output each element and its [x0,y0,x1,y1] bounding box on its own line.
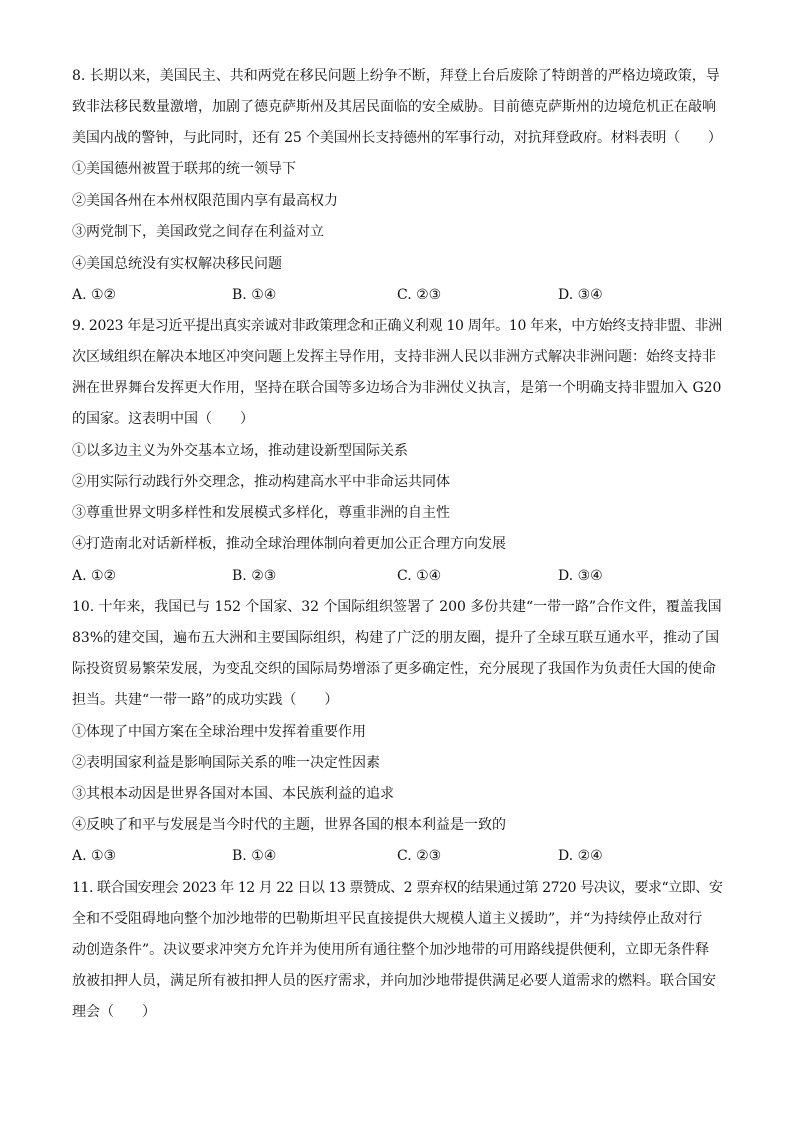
statement: ②美国各州在本州权限范围内享有最高权力 [72,193,338,209]
statement: ③尊重世界文明多样性和发展模式多样化，尊重非洲的自主性 [72,505,450,521]
question-stem-line: 83%的建交国，遍布五大洲和主要国际组织，构建了广泛的朋友圈，提升了全球互联互通水平，推动了国 [72,630,720,646]
question-stem-line: 9. 2023 年是习近平提出真实亲诚对非政策理念和正确义利观 10 周年。10 年来，中方始终支持非盟、非洲 [72,318,722,334]
question-stem-line: 全和不受阻碍地向整个加沙地带的巴勒斯坦平民直接提供大规模人道主义援助”，并“为持续停止敌对行 [72,911,703,927]
option-b: B. ①④ [232,848,277,864]
statement: ③其根本动因是世界各国对本国、本民族利益的追求 [72,786,394,802]
statement: ④美国总统没有实权解决移民问题 [72,256,282,272]
statement: ③两党制下，美国政党之间存在利益对立 [72,224,324,240]
question-stem-line: 洲在世界舞台发挥更大作用，坚持在联合国等多边场合为非洲仗义执言，是第一个明确支持非盟加入 G20 [72,380,722,396]
question-stem-line: 8. 长期以来，美国民主、共和两党在移民问题上纷争不断，拜登上台后废除了特朗普的严格边境政策，导 [72,68,720,84]
option-a: A. ①② [72,287,117,303]
option-c: C. ②③ [397,287,442,303]
question-stem-line: 11. 联合国安理会 2023 年 12 月 22 日以 13 票赞成、2 票弃权的结果通过第 2720 号决议，要求“立即、安 [72,880,723,896]
answer-options [72,567,722,585]
option-a: A. ①③ [72,848,117,864]
question-stem-line: 理会（ ） [72,1004,156,1020]
question-stem-line: 美国内战的警钟，与此同时，还有 25 个美国州长支持德州的军事行动，对抗拜登政府。材料表明（ ） [72,130,722,146]
option-c: C. ②③ [397,848,442,864]
statement: ④反映了和平与发展是当今时代的主题，世界各国的根本利益是一致的 [72,817,506,833]
statement: ②表明国家利益是影响国际关系的唯一决定性因素 [72,755,380,771]
option-c: C. ①④ [397,568,442,584]
question-stem-line: 动创造条件”。决议要求冲突方允许并为使用所有通往整个加沙地带的可用路线提供便利，立即无条件释 [72,942,710,958]
question-stem-line: 的国家。这表明中国（ ） [72,411,254,427]
question-stem-line: 次区域组织在解决本地区冲突问题上发挥主导作用，支持非洲人民以非洲方式解决非洲问题：始终支持非 [72,349,716,365]
statement: ④打造南北对话新样板，推动全球治理体制向着更加公正合理方向发展 [72,536,506,552]
option-d: D. ②④ [558,848,603,864]
option-b: B. ①④ [232,287,277,303]
option-b: B. ②③ [232,568,277,584]
statement: ①体现了中国方案在全球治理中发挥着重要作用 [72,724,366,740]
statement: ①以多边主义为外交基本立场，推动建设新型国际关系 [72,443,408,459]
question-stem-line: 10. 十年来，我国已与 152 个国家、32 个国际组织签署了 200 多份共建“一带一路”合作文件，覆盖我国 [72,599,722,615]
answer-options [72,847,722,865]
option-a: A. ①② [72,568,117,584]
question-stem-line: 担当。共建“一带一路”的成功实践（ ） [72,692,339,708]
option-d: D. ③④ [558,287,603,303]
question-stem-line: 放被扣押人员，满足所有被扣押人员的医疗需求，并向加沙地带提供满足必要人道需求的燃料。联合国安 [72,973,716,989]
answer-options [72,286,722,304]
statement: ②用实际行动践行外交理念，推动构建高水平中非命运共同体 [72,474,450,490]
question-stem-line: 际投资贸易繁荣发展，为变乱交织的国际局势增添了更多确定性，充分展现了我国作为负责任大国的使命 [72,661,716,677]
question-stem-line: 致非法移民数量激增，加剧了德克萨斯州及其居民面临的安全威胁。目前德克萨斯州的边境危机正在敲响 [72,99,716,115]
option-d: D. ③④ [558,568,603,584]
statement: ①美国德州被置于联邦的统一领导下 [72,161,296,177]
